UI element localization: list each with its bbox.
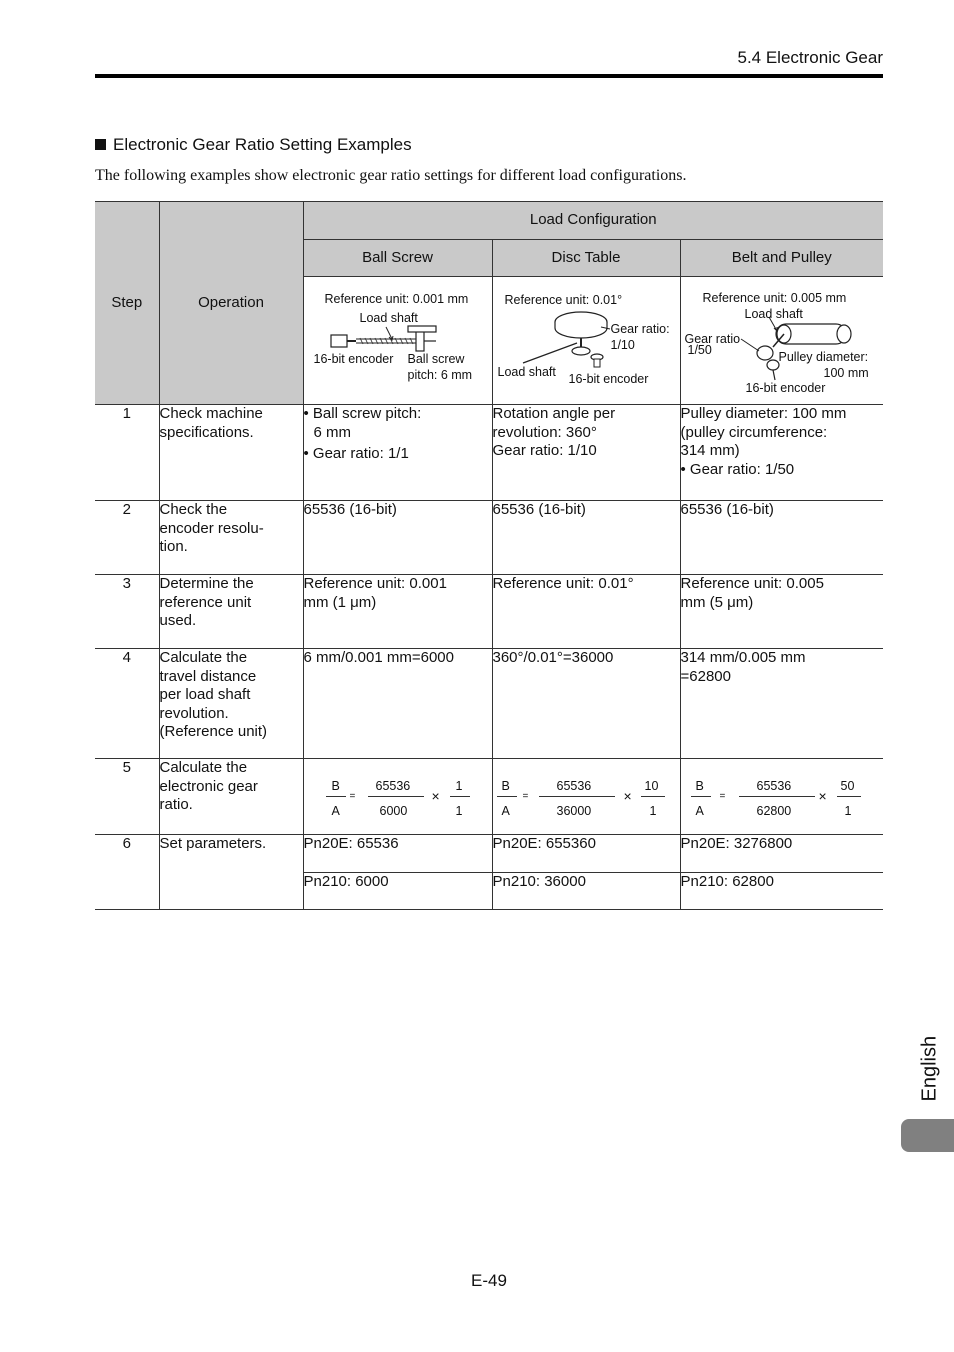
gear-ratio-table (95, 201, 883, 910)
table-row (95, 405, 883, 501)
table-row (95, 649, 883, 759)
gear-ratio-formula: B A = 65536 36000 × 10 1 (493, 759, 680, 833)
side-tab (901, 1119, 954, 1152)
intro-text: The following examples show electronic gear ratio settings for different load configurations. (95, 167, 687, 184)
header-title: 5.4 Electronic Gear (737, 48, 883, 67)
step-number: 1 (95, 405, 159, 501)
disc-table-gear-value: 1/10 (610, 338, 635, 352)
disc-table-gear-label: Gear ratio: (610, 322, 670, 336)
page-number: E-49 (471, 1271, 507, 1290)
header-rule (95, 74, 883, 78)
ball-screw-ref-label: Reference unit: 0.001 mm (324, 292, 469, 306)
gear-ratio-formula: B A = 65536 62800 × 50 1 (681, 759, 884, 833)
ball-screw-load-shaft-label: Load shaft (359, 311, 418, 325)
ball-screw-diagram-cell (303, 277, 492, 405)
belt-pulley-cell: Reference unit: 0.005 mm (5 μm) (680, 575, 883, 649)
belt-pulley-diameter-value: 100 mm (823, 366, 869, 380)
disc-table-cell: Rotation angle per revolution: 360° Gear ratio: 1/10 (492, 405, 680, 501)
belt-pulley-pn20e: Pn20E: 3276800 (680, 835, 883, 873)
operation-cell: Set parameters. (159, 835, 303, 910)
header-disc-table: Disc Table (492, 240, 680, 277)
ball-screw-cell: 65536 (16-bit) (303, 501, 492, 575)
belt-pulley-gear-value: 1/50 (687, 343, 712, 357)
disc-table-pn20e: Pn20E: 655360 (492, 835, 680, 873)
belt-pulley-diameter-label: Pulley diameter: (778, 350, 869, 364)
disc-table-diagram-cell (492, 277, 680, 405)
header-operation: Operation (159, 202, 303, 405)
section-heading (95, 135, 412, 155)
table-row (95, 759, 883, 835)
table-row (95, 835, 883, 873)
belt-pulley-cell: Pulley diameter: 100 mm (pulley circumference: 314 mm) • Gear ratio: 1/50 (680, 405, 883, 501)
header-belt-pulley: Belt and Pulley (680, 240, 883, 277)
operation-cell: Check the encoder resolu- tion. (159, 501, 303, 575)
ball-screw-cell: 6 mm/0.001 mm=6000 (303, 649, 492, 759)
header-load-configuration: Load Configuration (303, 202, 883, 240)
square-bullet-icon (95, 139, 106, 150)
ball-screw-pn210: Pn210: 6000 (303, 873, 492, 910)
ball-screw-label: Ball screw (407, 352, 465, 366)
disc-table-formula-cell (492, 759, 680, 835)
belt-pulley-gear-label: Gear ratio (684, 332, 741, 346)
disc-table-diagram (493, 277, 680, 403)
step-number: 2 (95, 501, 159, 575)
step-number: 6 (95, 835, 159, 910)
ball-screw-pitch-label: pitch: 6 mm (407, 368, 473, 382)
header-ball-screw: Ball Screw (303, 240, 492, 277)
belt-pulley-cell: 314 mm/0.005 mm =62800 (680, 649, 883, 759)
belt-pulley-cell: 65536 (16-bit) (680, 501, 883, 575)
belt-pulley-pn210: Pn210: 62800 (680, 873, 883, 910)
section-heading-text: Electronic Gear Ratio Setting Examples (113, 135, 412, 154)
disc-table-pn210: Pn210: 36000 (492, 873, 680, 910)
ball-screw-diagram (304, 277, 492, 403)
belt-pulley-encoder-label: 16-bit encoder (745, 381, 826, 395)
operation-cell: Check machine specifications. (159, 405, 303, 501)
table-row (95, 501, 883, 575)
step-number: 3 (95, 575, 159, 649)
ball-screw-pn20e: Pn20E: 65536 (303, 835, 492, 873)
belt-pulley-diagram-cell (680, 277, 883, 405)
ball-screw-cell: • Ball screw pitch: 6 mm • Gear ratio: 1/1 (303, 405, 492, 501)
gear-ratio-formula: B A = 65536 6000 × 1 1 (304, 759, 492, 833)
step-number: 5 (95, 759, 159, 835)
header-step: Step (95, 202, 159, 405)
table-row (95, 575, 883, 649)
disc-table-encoder-label: 16-bit encoder (568, 372, 649, 386)
ball-screw-formula-cell (303, 759, 492, 835)
operation-cell: Determine the reference unit used. (159, 575, 303, 649)
disc-table-load-shaft-label: Load shaft (497, 365, 556, 379)
operation-cell: Calculate the electronic gear ratio. (159, 759, 303, 835)
ball-screw-encoder-label: 16-bit encoder (313, 352, 394, 366)
side-language-label: English (918, 1035, 941, 1102)
disc-table-cell: 360°/0.01°=36000 (492, 649, 680, 759)
disc-table-cell: 65536 (16-bit) (492, 501, 680, 575)
belt-pulley-load-shaft-label: Load shaft (744, 307, 803, 321)
operation-cell: Calculate the travel distance per load shaft revolution. (Reference unit) (159, 649, 303, 759)
belt-pulley-formula-cell (680, 759, 883, 835)
belt-pulley-ref-label: Reference unit: 0.005 mm (702, 291, 847, 305)
disc-table-cell: Reference unit: 0.01° (492, 575, 680, 649)
disc-table-ref-label: Reference unit: 0.01° (504, 293, 623, 307)
ball-screw-cell: Reference unit: 0.001 mm (1 μm) (303, 575, 492, 649)
belt-pulley-diagram (681, 277, 884, 403)
step-number: 4 (95, 649, 159, 759)
